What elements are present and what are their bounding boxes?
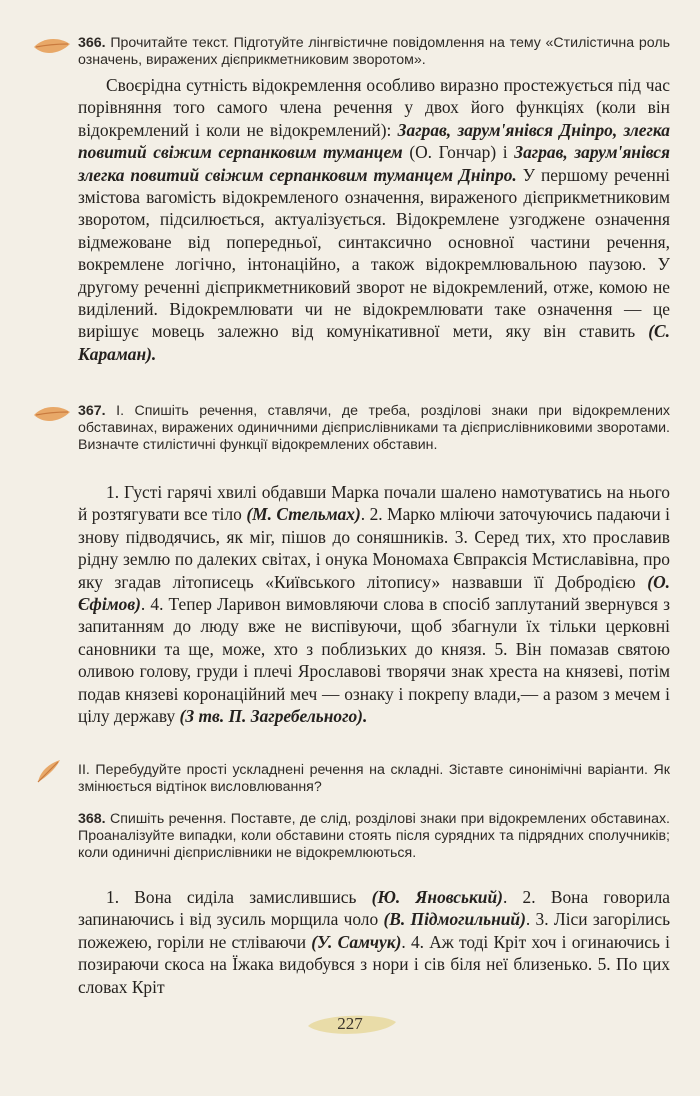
exercise-number: 366. [78,35,106,51]
paragraph: У першому реченні змістова вагомість відокремленого означення, вираженого дієприкметниковим зворотом, підсилюється, актуалізується. Відокремлене узгоджене означення відмежоване від попередньої, синтаксично основної частини речення, вокремлене логічно, інтонаційно, а також відокремлювальною паузою. У другому реченні дієприкметниковий зворот не відокремлений, отже, комою не виділений. Відокремлювати чи не відокремлювати таке означення — це вирішує мовець залежно від комунікативної мети, яку він ставить [78,164,671,342]
source-citation: (О. Єфімов) [78,571,670,615]
exercise-number: 367. [78,403,106,419]
source-citation: (М. Стельмах) [246,504,361,525]
source-citation: (З тв. П. Загребельного). [179,706,368,727]
source-citation: (В. Підмогильний) [383,909,526,930]
exercise-366-task [78,35,670,69]
page-number [300,1012,400,1038]
example-sentence: Заграв, зарум'янівся злегка повитий свіжим серпанковим туманцем Дніпро. [78,142,670,185]
source-citation: (Ю. Яновський) [371,887,503,907]
exercise-368-text [78,886,670,998]
conjunction: і [502,142,508,163]
source-citation: (О. Гончар) [409,142,497,163]
leaf-marker-icon [32,36,72,58]
paragraph: Своєрідна сутність відокремлення особливо виразно простежується під час порівняння того самого члена речення у двох його функціях (коли він відокремлений і коли не відокремлений): [78,75,670,140]
exercise-368-task [78,811,670,862]
sentences: . 2. Марко мліючи заточуючись падаючи і знову підводячись, як міг, пішов до соняшників. 3. Серед тих, хто прославив рідну землю по далеких світах, і онука Мономаха Євпраксія Мстиславівна, про яку згадав літописець «Київського літопису» назвавши її Добродією [78,504,670,592]
page-number-text: 227 [337,1014,363,1033]
task-text: ІІ. Перебудуйте прості ускладнені речення на складні. Зіставте синонімічні варіанти. Як змінюється відтінок висловлювання? [78,762,670,795]
exercise-367-task [78,403,670,454]
pen-marker-icon [34,758,64,784]
leaf-marker-icon [32,404,72,426]
task-text: Спишіть речення. Поставте, де слід, розділові знаки при відокремлених обставинах. Проаналізуйте випадки, коли обставини стоять після сурядних та підрядних сполучників; коли одиничні дієприслівники не відокремлюються. [78,811,670,861]
exercise-number: 368. [78,811,106,827]
exercise-366-text [78,74,670,365]
task-text: Прочитайте текст. Підготуйте лінгвістичне повідомлення на тему «Стилістична роль означень, виражених дієприкметниковим зворотом». [78,35,670,68]
sentences: . 2. Вона говорила запинаючись і від зусиль морщила чоло [78,887,671,930]
exercise-367-task-2 [78,762,670,796]
sentences: . 4. Тепер Ларивон вимовляючи слова в спосіб заплутаний звернувся з запитанням до люду вже не виспівуючи, щоб збагнули їх тільки церковні сановники та ще, може, хто з поблизьких до князя. 5. Він помазав святою оливою голову, груди і плечі Ярославові творячи знак хреста на князеві, потім подав князеві коронаційний меч — ознаку і покрепу влади,— а разом з мечем і цілу державу [78,594,670,727]
example-sentence: Заграв, зарум'янівся Дніпро, злегка повитий свіжим серпанковим туманцем [78,119,670,163]
sentences: 1. Вона сиділа замислившись [106,887,357,907]
source-citation: (У. Самчук) [311,931,402,952]
sentences: 1. Густі гарячі хвилі обдавши Марка почали шалено намотуватись на нього й розтягувати все тіло [78,482,670,525]
task-text: І. Спишіть речення, ставлячи, де треба, розділові знаки при відокремлених обставинах, виражених одиничними дієприслівниками та дієприслівниковими зворотами. Визначте стилістичні функції відокремлених обставин. [78,403,670,453]
exercise-367-text [78,481,670,727]
source-citation: (С. Караман). [78,321,670,364]
sentences: . 4. Аж тоді Кріт хоч і огинаючись і позираючи скоса на Їжака видобувся з нори і сів біля неї близенько. 5. По цих словах Кріт [78,931,670,997]
sentences: . 3. Ліси загорілись пожежею, горіли не стліваючи [78,909,671,952]
